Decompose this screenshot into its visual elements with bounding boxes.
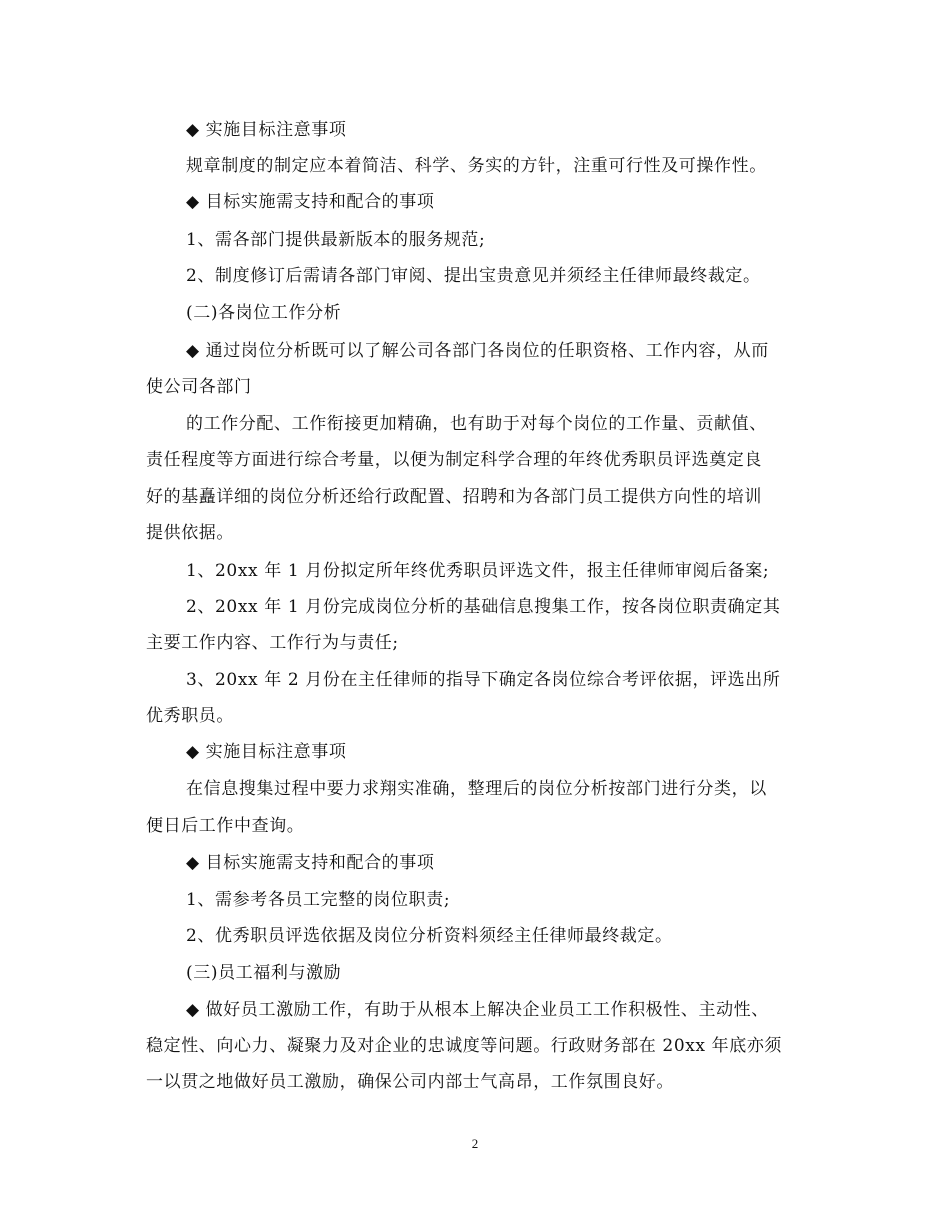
- paragraph-line: ◆ 通过岗位分析既可以了解公司各部门各岗位的任职资格、工作内容，从而: [186, 341, 769, 361]
- paragraph-line: 在信息搜集过程中要力求翔实准确，整理后的岗位分析按部门进行分类，以: [186, 779, 767, 799]
- page-number: 2: [471, 1136, 479, 1151]
- list-item: 1、需各部门提供最新版本的服务规范;: [186, 230, 486, 250]
- paragraph-line: 提供依据。: [146, 523, 234, 543]
- section-heading-benefits: (三)员工福利与激励: [186, 963, 342, 983]
- paragraph-line: 好的基矗详细的岗位分析还给行政配置、招聘和为各部门员工提供方向性的培训: [146, 487, 762, 507]
- list-item: 2、20xx 年 1 月份完成岗位分析的基础信息搜集工作，按各岗位职责确定其: [186, 597, 781, 617]
- paragraph-line: 稳定性、向心力、凝聚力及对企业的忠诚度等问题。行政财务部在 20xx 年底亦须: [146, 1036, 783, 1056]
- list-item: 1、20xx 年 1 月份拟定所年终优秀职员评选文件，报主任律师审阅后备案;: [186, 561, 770, 581]
- list-item-continuation: 优秀职员。: [146, 706, 234, 726]
- list-item: 2、制度修订后需请各部门审阅、提出宝贵意见并须经主任律师最终裁定。: [186, 266, 761, 286]
- paragraph-line: 规章制度的制定应本着简洁、科学、务实的方针，注重可行性及可操作性。: [186, 156, 767, 176]
- list-item: 2、优秀职员评选依据及岗位分析资料须经主任律师最终裁定。: [186, 926, 673, 946]
- bullet-heading-implementation-notes: ◆ 实施目标注意事项: [186, 742, 347, 762]
- paragraph-line: 责任程度等方面进行综合考量，以便为制定科学合理的年终优秀职员评选奠定良: [146, 450, 762, 470]
- bullet-heading-support-items: ◆ 目标实施需支持和配合的事项: [186, 853, 435, 873]
- paragraph-line: 的工作分配、工作衔接更加精确，也有助于对每个岗位的工作量、贡献值、: [186, 414, 767, 434]
- list-item-continuation: 主要工作内容、工作行为与责任;: [146, 633, 399, 653]
- bullet-heading-support-items: ◆ 目标实施需支持和配合的事项: [186, 192, 435, 212]
- list-item: 3、20xx 年 2 月份在主任律师的指导下确定各岗位综合考评依据，评选出所: [186, 670, 781, 690]
- paragraph-line: 便日后工作中查询。: [146, 816, 305, 836]
- bullet-heading-implementation-notes: ◆ 实施目标注意事项: [186, 120, 347, 140]
- section-heading-job-analysis: (二)各岗位工作分析: [186, 303, 342, 323]
- paragraph-line: 使公司各部门: [146, 377, 252, 397]
- paragraph-line: 一以贯之地做好员工激励，确保公司内部士气高昂，工作氛围良好。: [146, 1072, 674, 1092]
- paragraph-line: ◆ 做好员工激励工作，有助于从根本上解决企业员工工作积极性、主动性、: [186, 1000, 769, 1020]
- list-item: 1、需参考各员工完整的岗位职责;: [186, 890, 451, 910]
